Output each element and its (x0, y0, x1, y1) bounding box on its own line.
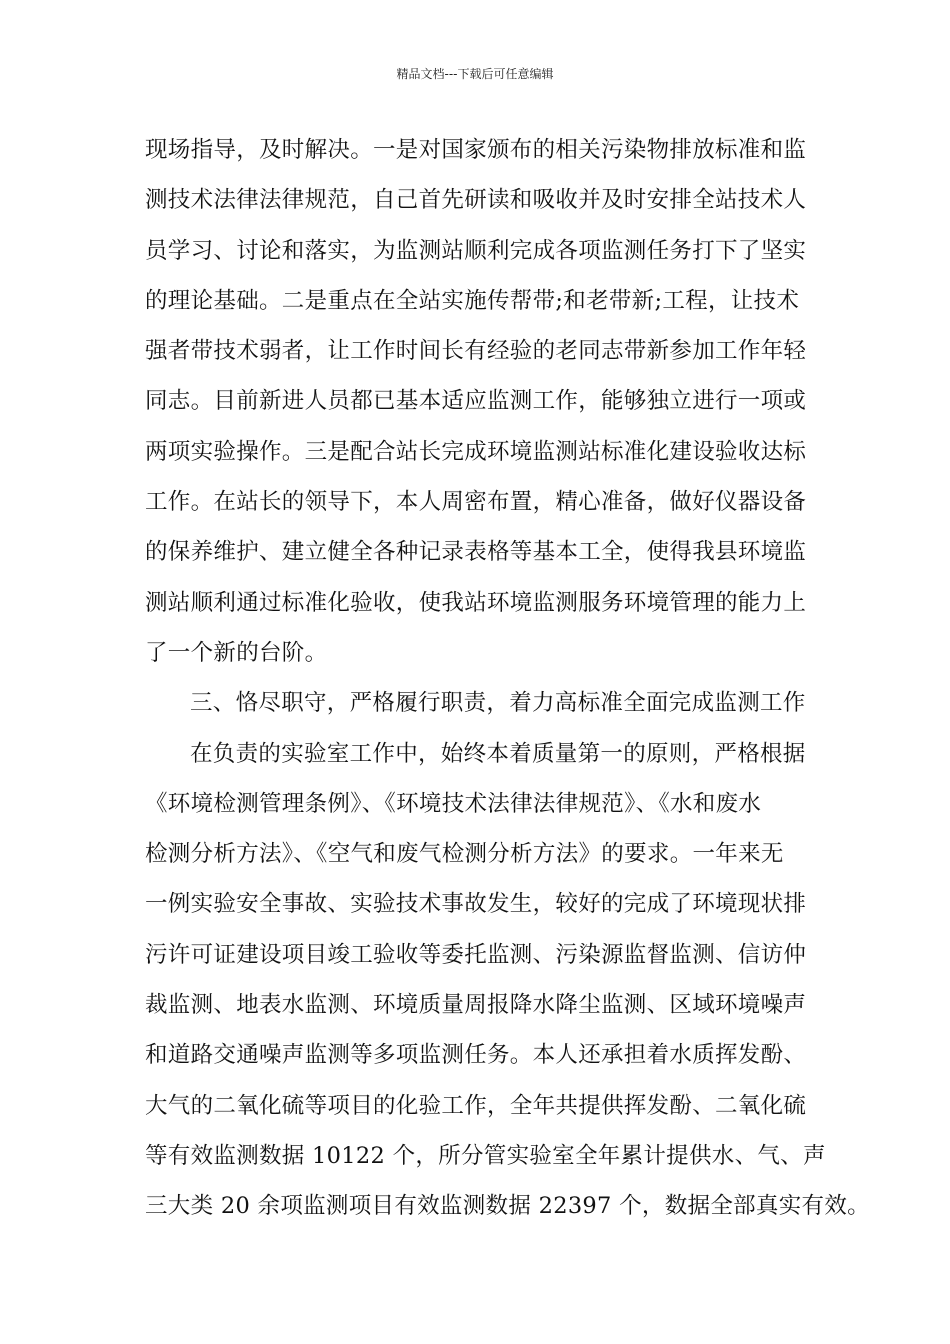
text-line: 的保养维护、建立健全各种记录表格等基本工全，使得我县环境监 (145, 539, 807, 566)
page-header: 精品文档---下载后可任意编辑 (396, 67, 554, 81)
text-line: 现场指导，及时解决。一是对国家颁布的相关污染物排放标准和监 (145, 137, 807, 163)
text-line: 检测分析方法》、《空气和废气检测分析方法》的要求。一年来无 (145, 841, 784, 868)
text-line: 的理论基础。二是重点在全站实施传帮带;和老带新;工程，让技术 (145, 287, 800, 314)
text-line: 两项实验操作。三是配合站长完成环境监测站标准化建设验收达标 (145, 438, 807, 465)
document-body (145, 131, 870, 1238)
text-line: 和道路交通噪声监测等多项监测任务。本人还承担着水质挥发酚、 (145, 1042, 807, 1069)
text-line: 大气的二氧化硫等项目的化验工作，全年共提供挥发酚、二氧化硫 (145, 1092, 807, 1119)
text-line: 同志。目前新进人员都已基本适应监测工作，能够独立进行一项或 (145, 388, 807, 415)
text-line: 强者带技术弱者，让工作时间长有经验的老同志带新参加工作年轻 (145, 338, 807, 365)
text-line: 《环境检测管理条例》、《环境技术法律法律规范》、《水和废水 (145, 790, 762, 817)
text-line: 一例实验安全事故、实验技术事故发生，较好的完成了环境现状排 (145, 891, 807, 918)
text-line: 测技术法律法律规范，自己首先研读和吸收并及时安排全站技术人 (145, 187, 807, 214)
text-line: 污许可证建设项目竣工验收等委托监测、污染源监督监测、信访仲 (145, 941, 807, 968)
text-line: 在负责的实验室工作中，始终本着质量第一的原则，严格根据 (190, 740, 806, 767)
text-line: 裁监测、地表水监测、环境质量周报降水降尘监测、区域环境噪声 (145, 992, 807, 1019)
text-line: 三大类 20 余项监测项目有效监测数据 22397 个，数据全部真实有效。 (145, 1193, 870, 1220)
text-line: 工作。在站长的领导下，本人周密布置，精心准备，做好仪器设备 (145, 489, 807, 516)
text-line: 测站顺利通过标准化验收，使我站环境监测服务环境管理的能力上 (145, 589, 807, 616)
text-line: 三、恪尽职守，严格履行职责，着力高标准全面完成监测工作 (190, 690, 806, 717)
text-line: 等有效监测数据 10122 个，所分管实验室全年累计提供水、气、声 (145, 1142, 826, 1169)
text-line: 员学习、讨论和落实，为监测站顺利完成各项监测任务打下了坚实 (145, 237, 807, 264)
text-line: 了一个新的台阶。 (145, 639, 328, 666)
